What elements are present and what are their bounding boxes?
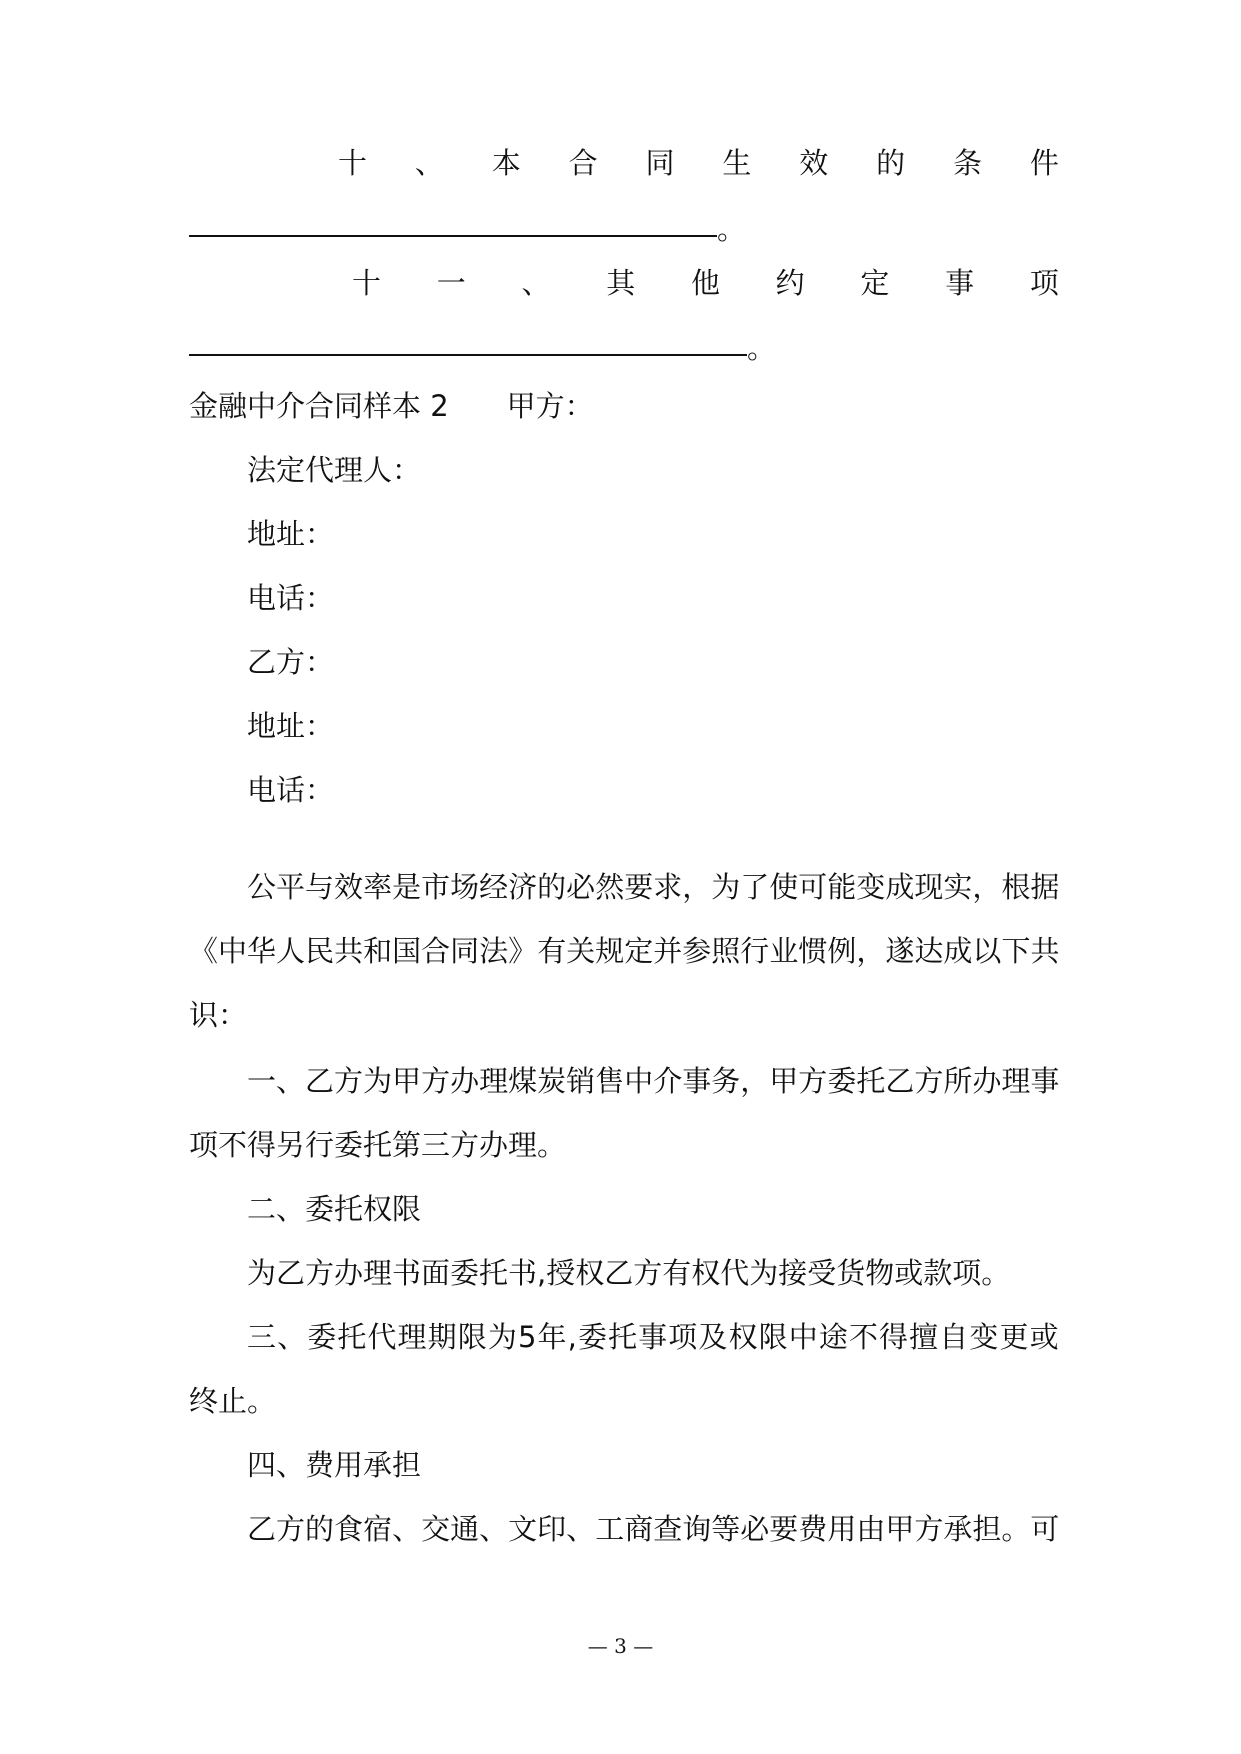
text-char: 以 [972, 934, 1002, 968]
text-char: 煤 [508, 1064, 538, 1098]
text-char: 三 [247, 1320, 277, 1354]
clause-11-heading [352, 263, 1059, 303]
text-char: 方 [914, 1064, 944, 1098]
text-char: 效 [334, 870, 364, 904]
text-char: 是 [392, 870, 422, 904]
text-char: 理 [479, 1064, 509, 1098]
text-char: 事 [638, 1320, 668, 1354]
text-char: 费 [798, 1512, 828, 1546]
text-char: 要 [769, 1512, 799, 1546]
text-char: 使 [769, 870, 799, 904]
text-char: 查 [653, 1512, 683, 1546]
text-char: ， [682, 870, 712, 904]
text-char: 及 [698, 1320, 728, 1354]
address-b-field: 地址： [247, 709, 335, 743]
text-char: 甲 [885, 1512, 915, 1546]
text-char: 中 [788, 1320, 818, 1354]
text-char: 济 [508, 870, 538, 904]
text-char: 、 [566, 1512, 596, 1546]
text-char: 5 [517, 1320, 537, 1354]
text-char: 年 [537, 1320, 567, 1354]
text-char: 照 [711, 934, 741, 968]
text-char: 限 [457, 1320, 487, 1354]
text-char: 达 [914, 934, 944, 968]
item4-heading: 四、费用承担 [247, 1448, 422, 1482]
text-char: 遂 [885, 934, 915, 968]
text-char: 文 [508, 1512, 538, 1546]
phone-b-field: 电话： [247, 773, 335, 807]
text-char: 项 [668, 1320, 698, 1354]
period: 。 [717, 212, 747, 246]
text-char: 乙 [305, 1064, 335, 1098]
text-char: 必 [566, 870, 596, 904]
text-char: 限 [758, 1320, 788, 1354]
text-char: 人 [276, 934, 306, 968]
text-char: 理 [1001, 1064, 1031, 1098]
clause-10-blank-line [189, 209, 1059, 249]
heading-char: 定 [860, 266, 890, 300]
text-char: 乙 [247, 1512, 277, 1546]
heading-char: 事 [945, 266, 975, 300]
text-char: 或 [1029, 1320, 1059, 1354]
item4-body [247, 1509, 1059, 1549]
party-a-label: 甲方： [506, 389, 594, 423]
text-char: 期 [427, 1320, 457, 1354]
text-char: 用 [827, 1512, 857, 1546]
text-char: 民 [305, 934, 335, 968]
text-char: 现 [914, 870, 944, 904]
text-char: 不 [848, 1320, 878, 1354]
text-char: 代 [367, 1320, 397, 1354]
text-char: 、 [392, 1512, 422, 1546]
text-char: 要 [624, 870, 654, 904]
text-char: 务 [711, 1064, 741, 1098]
text-char: 变 [856, 870, 886, 904]
text-char: 介 [653, 1064, 683, 1098]
legal-rep-field: 法定代理人： [247, 453, 422, 487]
text-char: 《 [189, 934, 219, 968]
text-char: 等 [711, 1512, 741, 1546]
text-char: 商 [624, 1512, 654, 1546]
text-char: 工 [595, 1512, 625, 1546]
text-char: 和 [363, 934, 393, 968]
intro-line-2 [189, 931, 1059, 971]
text-char: 办 [450, 1064, 480, 1098]
text-char: 业 [769, 934, 799, 968]
text-char: 然 [595, 870, 625, 904]
text-char: 乙 [885, 1064, 915, 1098]
heading-char: 一 [436, 266, 466, 300]
text-char: 可 [798, 870, 828, 904]
text-char: 能 [827, 870, 857, 904]
text-char: 途 [818, 1320, 848, 1354]
text-char: ， [740, 1064, 770, 1098]
heading-char: 其 [606, 266, 636, 300]
text-char: 的 [305, 1512, 335, 1546]
text-char: 方 [421, 1064, 451, 1098]
text-char: 成 [943, 934, 973, 968]
heading-char: 、 [414, 146, 444, 180]
text-char: 托 [608, 1320, 638, 1354]
text-char: 的 [537, 870, 567, 904]
text-char: 求 [653, 870, 683, 904]
text-char: 必 [740, 1512, 770, 1546]
text-char: 公 [247, 870, 277, 904]
heading-char: 十 [352, 266, 382, 300]
text-char: 中 [218, 934, 248, 968]
text-char: 率 [363, 870, 393, 904]
heading-char: 、 [521, 266, 551, 300]
clause-10-heading [338, 143, 1059, 183]
text-char: 了 [740, 870, 770, 904]
intro-line-1 [247, 867, 1059, 907]
text-char: 据 [1030, 870, 1060, 904]
text-char: 宿 [363, 1512, 393, 1546]
text-char: 方 [334, 1064, 364, 1098]
text-char: 自 [939, 1320, 969, 1354]
text-char: 、 [277, 1320, 307, 1354]
party-b-field: 乙方： [247, 645, 335, 679]
text-char: 定 [624, 934, 654, 968]
text-char: 中 [624, 1064, 654, 1098]
heading-char: 合 [568, 146, 598, 180]
text-char: 交 [421, 1512, 451, 1546]
text-char: 委 [827, 1064, 857, 1098]
page-number: — 3 — [587, 1634, 654, 1658]
item2-body: 为乙方办理书面委托书,授权乙方有权代为接受货物或款项。 [247, 1256, 1011, 1290]
text-char: 共 [1030, 934, 1060, 968]
text-char: 行 [740, 934, 770, 968]
text-char: 一 [247, 1064, 277, 1098]
text-char: 办 [972, 1064, 1002, 1098]
text-char: 关 [566, 934, 596, 968]
text-char: 规 [595, 934, 625, 968]
text-char: 所 [943, 1064, 973, 1098]
text-char: 可 [1030, 1512, 1060, 1546]
text-char: ， [972, 870, 1002, 904]
text-char: 担 [972, 1512, 1002, 1546]
text-char: 法 [479, 934, 509, 968]
text-char: 方 [798, 1064, 828, 1098]
item3-line-2: 终止。 [189, 1384, 277, 1418]
text-char: 、 [479, 1512, 509, 1546]
text-char: 印 [537, 1512, 567, 1546]
text-char: 更 [999, 1320, 1029, 1354]
text-char: 售 [595, 1064, 625, 1098]
text-char: 询 [682, 1512, 712, 1546]
text-char: 为 [363, 1064, 393, 1098]
heading-char: 生 [722, 146, 752, 180]
text-char: 下 [1001, 934, 1031, 968]
text-char: 华 [247, 934, 277, 968]
text-char: 共 [334, 934, 364, 968]
text-char: 成 [885, 870, 915, 904]
text-char: 权 [728, 1320, 758, 1354]
heading-char: 的 [876, 146, 906, 180]
text-char: 与 [305, 870, 335, 904]
heading-char: 件 [1029, 146, 1059, 180]
text-char: 方 [276, 1512, 306, 1546]
period: 。 [747, 331, 777, 365]
text-char: 食 [334, 1512, 364, 1546]
text-char: 平 [276, 870, 306, 904]
text-char: 例 [827, 934, 857, 968]
text-char: 销 [566, 1064, 596, 1098]
intro-line-3: 识： [189, 998, 248, 1032]
text-char: 通 [450, 1512, 480, 1546]
clause-11-blank-line [189, 328, 1059, 368]
text-char: 合 [421, 934, 451, 968]
text-char: ， [856, 934, 886, 968]
heading-char: 本 [491, 146, 521, 180]
text-char: 为 [487, 1320, 517, 1354]
heading-char: 效 [799, 146, 829, 180]
text-char: 事 [1030, 1064, 1060, 1098]
fill-in-blank [189, 354, 747, 356]
item1-line-1 [247, 1061, 1059, 1101]
text-char: 委 [307, 1320, 337, 1354]
heading-char: 他 [690, 266, 720, 300]
text-char: 得 [879, 1320, 909, 1354]
heading-char: 十 [338, 146, 368, 180]
heading-char: 项 [1029, 266, 1059, 300]
sample-title: 金融中介合同样本 2 [189, 389, 449, 423]
sample-title-line [189, 386, 1059, 426]
text-char: 惯 [798, 934, 828, 968]
text-char: 理 [397, 1320, 427, 1354]
text-char: 托 [856, 1064, 886, 1098]
text-char: 根 [1001, 870, 1031, 904]
item1-line-2: 项不得另行委托第三方办理。 [189, 1128, 567, 1162]
text-char: 场 [450, 870, 480, 904]
address-a-field: 地址： [247, 517, 335, 551]
text-char: 擅 [909, 1320, 939, 1354]
text-char: 炭 [537, 1064, 567, 1098]
text-char: 同 [450, 934, 480, 968]
text-char: , [567, 1320, 577, 1354]
text-char: 托 [337, 1320, 367, 1354]
text-char: 甲 [392, 1064, 422, 1098]
text-char: 委 [577, 1320, 607, 1354]
phone-a-field: 电话： [247, 581, 335, 615]
text-char: 承 [943, 1512, 973, 1546]
text-char: 国 [392, 934, 422, 968]
text-char: 参 [682, 934, 712, 968]
text-char: 由 [856, 1512, 886, 1546]
text-char: 、 [276, 1064, 306, 1098]
text-char: 》 [508, 934, 538, 968]
heading-char: 条 [953, 146, 983, 180]
text-char: 有 [537, 934, 567, 968]
text-char: 实 [943, 870, 973, 904]
text-char: 方 [914, 1512, 944, 1546]
text-char: 为 [711, 870, 741, 904]
item3-line-1 [247, 1317, 1059, 1357]
text-char: 变 [969, 1320, 999, 1354]
item2-heading: 二、委托权限 [247, 1192, 422, 1226]
heading-char: 约 [775, 266, 805, 300]
text-char: 。 [1001, 1512, 1031, 1546]
fill-in-blank [189, 235, 717, 237]
text-char: 经 [479, 870, 509, 904]
heading-char: 同 [645, 146, 675, 180]
text-char: 甲 [769, 1064, 799, 1098]
text-char: 并 [653, 934, 683, 968]
text-char: 事 [682, 1064, 712, 1098]
text-char: 市 [421, 870, 451, 904]
